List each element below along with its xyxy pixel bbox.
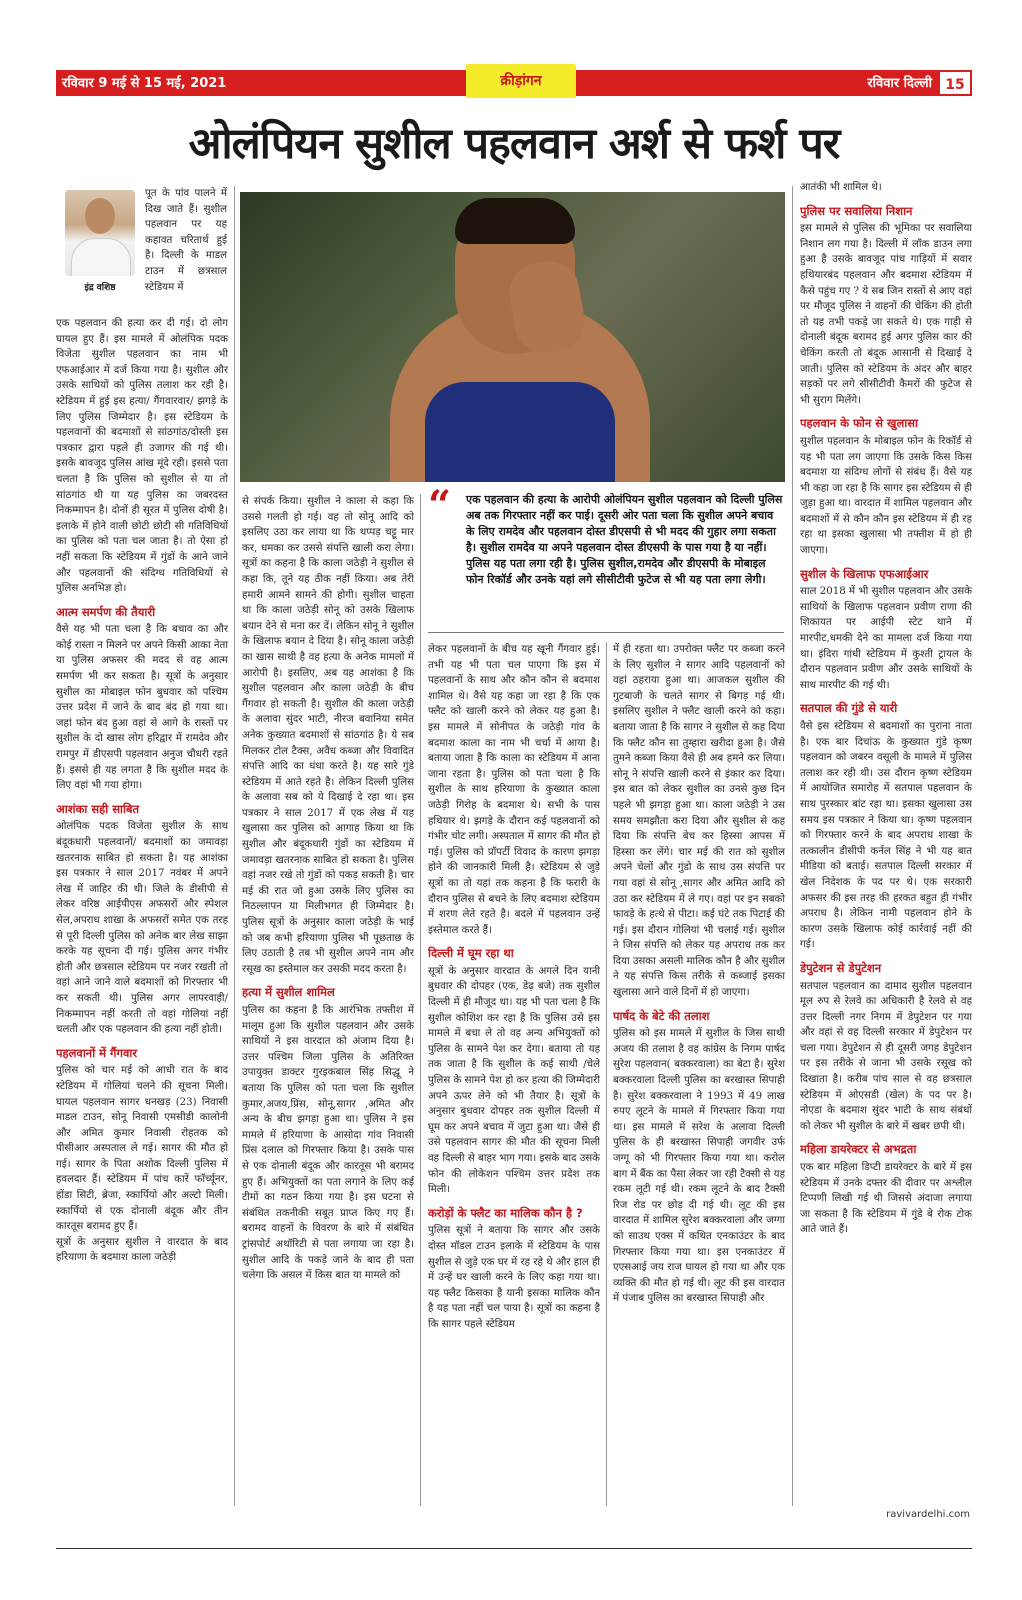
subheading: पहलवान के फोन से खुलासा bbox=[800, 416, 918, 431]
column-4 bbox=[613, 642, 785, 1506]
paragraph: सूत्रों के अनुसार वारदात के अगले दिन यानी बुधवार की दोपहर (एक, डेढ़ बजे) तक सुशील दिल्ली में ही मौजूद था। यह भी पता चला है कि सुशील कोशिश कर रहा है कि पुलिस उसे इस मामले में बचा ले तो वह अन्य अभियुक्तों को पुलिस के सामने पेश कर देगा। बताया तो यह तक जाता है कि सुशील के कई साथी /चेले पुलिस के सामने पेश हो कर हत्या की जिम्मेदारी अपने ऊपर लेने को भी तैयार है। सूत्रों के अनुसार बुधवार दोपहर तक सुशील दिल्ली में घूम कर अपने बचाव में जुटा हुआ था। जैसे ही उसे पहलवान सागर की मौत की सूचना मिली वह दिल्ली से बाहर भाग गया। इसके बाद उसके फोन की लोकेशन पश्चिम उत्तर प्रदेश तक मिली। bbox=[428, 965, 600, 1196]
sushil-photo bbox=[240, 192, 785, 482]
column-1 bbox=[56, 316, 228, 1506]
paragraph: साल 2018 में भी सुशील पहलवान और उसके साथियों के खिलाफ पहलवान प्रवीण राणा की शिकायत पर आईपी स्टेट थाने में मारपीट,धमकी देने का मामला दर्ज किया गया था। इंदिरा गांधी स्टेडियम में कुश्ती ट्रायल के दौरान पहलवान प्रवीण और उसके साथियों के साथ मारपीट की गई थी। bbox=[800, 586, 972, 691]
subheading: डेपुटेशन से डेपुटेशन bbox=[800, 960, 882, 975]
subheading: आशंका सही साबित bbox=[56, 801, 140, 816]
paragraph: लेकर पहलवानों के बीच यह खूनी गैंगवार हुई। तभी यह भी पता चल पाएगा कि इस में पहलवानों के साथ और कौन कौन से बदमाश शामिल थे। वैसे यह कहा जा रहा है कि एक फ्लैट को खाली करने को लेकर यह हुआ है। इस मामले में सोनीपत के जठेड़ी गांव के बदमाश काला का नाम भी चर्चा में आया है। बताया जाता है कि काला का स्टेडियम में आना जाना रहता है। पुलिस को पता चला है कि सुशील के साथ हरियाणा के कुख्यात काला जठेड़ी गिरोह के बदमाश थे। सभी के पास हथियार थे। झगड़े के दौरान कई पहलवानों को गंभीर चोट लगी। अस्पताल में सागर की मौत हो गई। पुलिस को प्रॉपर्टी विवाद के कारण झगड़ा होने की जानकारी मिली है। स्टेडियम से जुड़े सूत्रों का तो यहां तक कहना है कि फरारी के दौरान पुलिस से बचने के लिए बदमाश स्टेडियम में शरण लेते रहते है। बदले में पहलवान उन्हें इस्तेमाल करते हैं। bbox=[428, 644, 600, 936]
column-5 bbox=[800, 180, 972, 1506]
paragraph: एक पहलवान की हत्या कर दी गई। दो लोग घायल हुए हैं। इस मामले में ओलंपिक पदक विजेता सुशील पहलवान का नाम भी एफआईआर में दर्ज किया गया है। सुशील और उसके साथियों को पुलिस तलाश कर रही है। स्टेडियम में हुई इस हत्या/ गैंगवारवार/ झगड़े के लिए पुलिस जिम्मेदार है। इस स्टेडियम के पहलवानों की बदमाशों से सांठगांठ/दोस्ती इस पत्रकार द्वारा पहले ही उजागर की गई थी। इसके बावजूद पुलिस आंख मूंदे रही। इससे पता चलता है कि पुलिस को सुशील से या तो सांठगांठ थी या यह पुलिस का जबरदस्त निकम्मापन है। दोनों ही सूरत में पुलिस दोषी है। इलाके में होने वाली छोटी छोटी सी गतिविधियों का पुलिस को पता चल जाता है। तो ऐसा हो नहीं सकता कि स्टेडियम में गुंडों के आने जाने और पहलवानों की संदिग्ध गतिविधियों से पुलिस अनभिज्ञ हो। bbox=[56, 318, 228, 595]
pull-quote-text: एक पहलवान की हत्या के आरोपी ओलंपियन सुशील पहलवान को दिल्ली पुलिस अब तक गिरफ्तार नहीं कर पाई। दूसरी ओर पता चला कि सुशील अपने बचाव के लिए रामदेव और पहलवान दोस्त डीएसपी से भी मदद की गुहार लगा सकता है। सुशील रामदेव या अपने पहलवान दोस्त डीएसपी के पास गया है या नहीं। पुलिस यह पता लगा रही है। पुलिस सुशील,रामदेव और डीएसपी के मोबाइल फोन रिकॉर्ड और उनके यहां लगे सीसीटीवी फुटेज से भी यह पता लगा लेगी। bbox=[466, 493, 783, 586]
paper-name: रविवार दिल्ली bbox=[867, 76, 932, 91]
subheading: पुलिस पर सवालिया निशान bbox=[800, 203, 913, 218]
paragraph: पुलिस को चार मई को आधी रात के बाद स्टेडियम में गोलियां चलने की सूचना मिली। घायल पहलवान सागर धनखड़ (23) निवासी माडल टाउन, सोनू निवासी एमसीडी कालोनी और अमित कुमार निवासी रोहतक को पीसीआर अस्पताल ले गई। सागर की मौत हो गई। सागर के पिता अशोक दिल्ली पुलिस में हवलदार हैं। स्टेडियम में पांच कारें फॉर्च्यूनर, होंडा सिटी, ब्रेजा, स्कार्पियो और अल्टो मिली। स्कार्पियो से एक दोनाली बंदूक और तीन कारतूस बरामद हुए हैं। bbox=[56, 1065, 228, 1233]
quote-mark-icon: “ bbox=[428, 482, 452, 529]
author-photo bbox=[65, 190, 135, 276]
paragraph: आतंकी भी शामिल थे। bbox=[800, 182, 882, 193]
column-2 bbox=[242, 494, 414, 1506]
subheading: पहलवानों में गैंगवार bbox=[56, 1045, 138, 1060]
paragraph: एक बार महिला डिप्टी डायरेक्टर के बारे में इस स्टेडियम में उनके दफ्तर की दीवार पर अश्लील टिप्पणी लिखी गई थी जिससे अंदाजा लगाया जा सकता है कि स्टेडियम में गुंडे बे रोक टोक आते जाते हैं। bbox=[800, 1162, 972, 1236]
subheading: सुशील के खिलाफ एफआईआर bbox=[800, 566, 929, 581]
section-tag: क्रीड़ांगन bbox=[466, 64, 576, 98]
paragraph: सतपाल पहलवान का दामाद सुशील पहलवान मूल रुप से रेलवे का अधिकारी है रेलवे से वह उत्तर दिल्ली नगर निगम में डेपुटेशन पर गया और वहां से वह दिल्ली सरकार में डेपुटेशन पर चला गया। डेपुटेशन से ही दूसरी जगह डेपुटेशन पर इस तरीके से जाना भी उसके रसूख को दिखाता है। करीब पांच साल से वह छत्रसाल स्टेडियम में ओएसडी (खेल) के पद पर है। नोएडा के बदमाश सुंदर भाटी के साथ संबंधों को लेकर भी सुशील के बारे में खबर छपी थी। bbox=[800, 980, 972, 1132]
pull-quote bbox=[428, 482, 784, 588]
subheading: करोड़ों के फ्लैट का मालिक कौन है ? bbox=[428, 1205, 583, 1220]
column-rule bbox=[792, 186, 793, 1506]
column-rule bbox=[234, 186, 235, 1506]
paragraph: पुलिस सूत्रों ने बताया कि सागर और उसके दोस्त मॉडल टाउन इलाके में स्टेडियम के पास सुशील से जुड़े एक घर में रह रहे थे और हाल ही में उन्हें घर खाली करने के लिए कहा गया था। यह फ्लैट किसका है यानी इसका मालिक कौन है यह पता नहीं चल पाया है। सूत्रों का कहना है कि सागर पहले स्टेडियम bbox=[428, 1225, 600, 1330]
paragraph: पुलिस को इस मामले में सुशील के जिस साथी अजय की तलाश है वह कांग्रेस के निगम पार्षद सुरेश पहलवान( बक्करवाला) का बेटा है। सुरेश बक्करवाला दिल्ली पुलिस का बरखास्त सिपाही है। सुरेश बक्करवाला ने 1993 में 49 लाख रुपए लूटने के मामले में गिरफ्तार किया गया था। इस मामले में सरेश के अलावा दिल्ली पुलिस के ही बरखास्त सिपाही जगवीर उर्फ जग्गू को भी गिरफ्तार किया गया था। करोल बाग में बैंक का पैसा लेकर जा रही टैक्सी से यह रकम लूटी गई थी। रकम लूटने के बाद टैक्सी रिज रोड पर छोड़ दी गई थी। लूट की इस वारदात में शामिल सुरेश बक्करवाला और जग्गा को साउथ एक्स में कथित एनकाउंटर के बाद गिरफ्तार किया गया था। इस एनकाउंटर में एएसआई जय राज घायल हो गया था और एक व्यक्ति की मौत हो गई थी। लूट की इस वारदात में पंजाब पुलिस का बरखास्त सिपाही और bbox=[613, 1028, 785, 1305]
paragraph: इस मामले से पुलिस की भूमिका पर सवालिया निशान लग गया है। दिल्ली में लॉक डाउन लगा हुआ है उसके बावजूद पांच गाड़ियों में सवार हथियारबंद पहलवान और बदमाश स्टेडियम में कैसे पहुंच गए ? ये सब जिन रास्तों से आए वहां पर मौजूद पुलिस ने वाहनों की चेकिंग की होती तो यह तभी पकड़े जा सकते थे। एक गाड़ी से दोनाली बंदूक बरामद हुई अगर पुलिस कार की चेकिंग करती तो बंदूक आसानी से दिखाई दे जाती। पुलिस को स्टेडियम के अंदर और बाहर सड़कों पर लगे सीसीटीवी कैमरों की फुटेज से भी सुराग मिलेंगे। bbox=[800, 223, 972, 406]
paragraph: पुलिस का कहना है कि आरंभिक तफ्तीश में मालूम हुआ कि सुशील पहलवान और उसके साथियों ने इस वारदात को अंजाम दिया है। उत्तर पश्चिम जिला पुलिस के अतिरिक्त उपायुक्त डाक्टर गुरइकबाल सिंह सिद्धू ने बताया कि पुलिस को पता चला कि सुशील कुमार,अजय,प्रिंस, सोनू,सागर ,अमित और अन्य के बीच झगड़ा हुआ था। पुलिस ने इस मामले में हरियाणा के आसोदा गांव निवासी प्रिंस दलाल को गिरफ्तार किया है। उसके पास से एक दोनाली बंदूक और कारतूस भी बरामद हुए हैं। अभियुक्तों का पता लगाने के लिए कई टीमों का गठन किया गया है। इस घटना से संबंधित तकनीकी सबूत प्राप्त किए गए हैं। बरामद वाहनों के विवरण के बारे में संबंधित ट्रांसपोर्ट अथॉरिटी से पता लगाया जा रहा है। सुशील आदि के पकड़े जाने के बाद ही पता चलेगा कि असल में किस बात या मामले को bbox=[242, 1005, 414, 1282]
paragraph: पूत के पांव पालने में दिख जाते हैं। सुशील पहलवान पर यह कहावत चरितार्थ हुई है। दिल्ली के माडल टाउन में छत्रसाल स्टेडियम में bbox=[145, 188, 227, 293]
bottom-rule bbox=[56, 1548, 972, 1549]
photo-hair bbox=[455, 198, 575, 244]
subheading: पार्षद के बेटे की तलाश bbox=[613, 1008, 710, 1023]
issue-date: रविवार 9 मई से 15 मई, 2021 bbox=[62, 76, 227, 91]
pull-quote-rule bbox=[428, 632, 784, 633]
subheading: सतपाल की गुंडे से यारी bbox=[800, 701, 898, 716]
subheading: आत्म समर्पण की तैयारी bbox=[56, 604, 156, 619]
headline: ओलंपियन सुशील पहलवान अर्श से फर्श पर bbox=[188, 119, 840, 169]
paragraph: वैसे यह भी पता चला है कि बचाव का और कोई रास्ता न मिलने पर अपने किसी आका नेता या पुलिस अफसर की मदद से वह आत्म समर्पण भी कर सकता है। सूत्रों के अनुसार सुशील का मोबाइल फोन बुधवार को पश्चिम उत्तर प्रदेश में जाने के बाद बंद हो गया था। जहां फोन बंद हुआ वहां से आगे के रास्तों पर सुशील के दो खास लोग हरिद्वार में रामदेव और रामपुर में डीएसपी पहलवान अनुज चौधरी रहते हैं। इससे ही यह लगता है कि सुशील मदद के लिए वहां भी गया होगा। bbox=[56, 624, 228, 792]
paragraph: से संपर्क किया। सुशील ने काला से कहा कि उससे गलती हो गई। वह तो सोनू आदि को इसलिए उठा कर लाया था कि थप्पड़ चट्टू मार कर, धमका कर उससे संपत्ति खाली करा लेगा। सूत्रों का कहना है कि काला जठेड़ी ने सुशील से कहा कि, तूने यह ठीक नहीं किया। अब तेरी हमारी आमने सामने की होगी। सुशील चाहता था कि काला जठेड़ी सोनू को उसके खिलाफ बयान देने से मना कर दें। लेकिन सोनू ने सुशील के खिलाफ बयान दे दिया है। सोनू काला जठेड़ी का खास साथी है वह हत्या के अनेक मामलों में आरोपी है। इसलिए, अब यह आशंका है कि सुशील पहलवान और काला जठेड़ी के बीच गैंगवार हो सकती है। सुशील की काला जठेड़ी के अलावा सुंदर भाटी, नीरज बवानिया समेत अनेक कुख्यात बदमाशों से सांठगांठ है। ये सब मिलकर टोल टैक्स, अवैध कब्जा और विवादित संपत्ति आदि का धंधा करते है। यह सारे गुंडे स्टेडियम में आते रहते है। लेकिन दिल्ली पुलिस के अलावा सब को ये दिखाई दे रहा था। इस पत्रकार ने साल 2017 में एक लेख में यह खुलासा कर पुलिस को आगाह किया था कि सुशील और बंदूकधारी गुंडों का स्टेडियम में जमावड़ा खतरनाक साबित हो सकता है। पुलिस वहां नजर रखे तो गुंडों को पकड़ सकती है। चार मई की रात जो हुआ उसके लिए पुलिस का निठल्लापन या मिलीभगत ही जिम्मेदार है। पुलिस सूत्रों के अनुसार काला जठेड़ी के भाई को जब कभी हरियाणा पुलिस भी पूछताछ के लिए उठाती है तब भी सुशील अपने नाम और रसूख का इस्तेमाल कर उसकी मदद करता है। bbox=[242, 496, 414, 975]
subheading: हत्या में सुशील शामिल bbox=[242, 985, 335, 1000]
subheading: दिल्ली में घूम रहा था bbox=[428, 946, 514, 961]
paragraph: में ही रहता था। उपरोक्त फ्लैट पर कब्जा करने के लिए सुशील ने सागर आदि पहलवानों को वहां ठहराया हुआ था। आजकल सुशील की गुटबाजी के चलते सागर से बिगड़ गई थी। इसलिए सुशील ने फ्लैट खाली करने को कहा। बताया जाता है कि सागर ने सुशील से कह दिया कि फ्लैट कौन सा तुम्हारा खरीदा हुआ है। जैसे तुमने कब्जा किया वैसे ही अब हमने कर लिया। सोनू ने संपत्ति खाली करने से इंकार कर दिया। इस बात को लेकर सुशील का उनसे कुछ दिन पहले भी झगड़ा हुआ था। काला जठेड़ी ने उस समय समझौता करा दिया और सुशील से कह दिया कि संपत्ति बेच कर हिस्सा आपस में हिस्सा कर लेंगे। चार मई की रात को सुशील अपने चेलों और गुंडो के साथ उस संपत्ति पर गया वहां से सोनू ,सागर और अमित आदि को उठा कर स्टेडियम में ले गए। वहां पर इन सबको फावड़े के हत्थे से पीटा। कई घंटे तक पिटाई की गई। इस दौरान गोलियां भी चलाई गई। सुशील ने जिस संपत्ति को लेकर यह अपराध तक कर दिया उसका असली मालिक कौन है और सुशील ने यह संपत्ति किस तरीके से कब्जाई इसका खुलासा आने वाले दिनों में हो जाएगा। bbox=[613, 644, 785, 999]
website-url: ravivardelhi.com bbox=[886, 1509, 970, 1520]
photo-singlet bbox=[425, 382, 615, 482]
col1-intro bbox=[145, 186, 227, 316]
paragraph: सुशील पहलवान के मोबाइल फोन के रिकॉर्ड से यह भी पता लग जाएगा कि उसके किस किस बदमाश या संदिग्ध लोगों से संबंध हैं। वैसे यह भी कहा जा रहा है कि सागर इस स्टेडियम से ही जुड़ा हुआ था। वारदात में शामिल पहलवान और बदमाशों में से कौन कौन इस स्टेडियम में ही रह रहा था इसका खुलासा भी तफ्तीश में हो ही जाएगा। bbox=[800, 435, 972, 557]
column-rule bbox=[420, 494, 421, 1506]
page-number: 15 bbox=[938, 70, 972, 96]
paragraph: सूत्रों के अनुसार सुशील ने वारदात के बाद हरियाणा के बदमाश काला जठेड़ी bbox=[56, 1236, 228, 1264]
paragraph: वैसे इस स्टेडियम से बदमाशों का पुराना नाता है। एक बार दिचांऊ के कुख्यात गुंडे कृष्ण पहलवान को जबरन वसूली के मामले में पुलिस तलाश कर रही थी। उस दौरान कृष्ण स्टेडियम में आयोजित समारोह में सतपाल पहलवान के साथ पुरस्कार बांट रहा था। इसका खुलासा उस समय इस पत्रकार ने किया था। कृष्ण पहलवान को गिरफ्तार करने के बाद अपराध शाखा के तत्कालीन डीसीपी कर्नल सिंह ने भी यह बात मीडिया को बताई। सतपाल दिल्ली सरकार में खेल निदेशक के पद पर थे। एक सरकारी अफसर की इस तरह की हरकत बहुत ही गंभीर अपराध है। लेकिन नामी पहलवान होने के कारण उसके खिलाफ कोई कार्रवाई नहीं की गई। bbox=[800, 721, 972, 951]
column-rule bbox=[606, 642, 607, 1506]
column-3 bbox=[428, 642, 600, 1506]
paragraph: ओलंपिक पदक विजेता सुशील के साथ बंदूकधारी पहलवानों/ बदमाशों का जमावड़ा खतरनाक साबित हो सकता है। यह आशंका इस पत्रकार ने साल 2017 नवंबर में अपने लेख में जाहिर की थी। जिले के डीसीपी से लेकर वरिष्ठ आईपीएस अफसरों और स्पेशल सेल,अपराध शाखा के अफसरों समेत एक तरह से पूरी दिल्ली पुलिस को अनेक बार लेख साझा करके यह सूचना दी गई। पुलिस अगर गंभीर होती और छत्रसाल स्टेडियम पर नजर रखती तो वहां आने जाने वाले बदमाशों को गिरफ्तार भी कर सकती थी। पुलिस अगर लापरवाही/निकम्मापन नहीं करती तो वहां गोलियां नहीं चलती और एक पहलवान की हत्या नहीं होती। bbox=[56, 821, 228, 1036]
subheading: महिला डायरेक्टर से अभद्रता bbox=[800, 1142, 917, 1157]
author-name: इंद्र वशिष्ठ bbox=[84, 283, 116, 293]
author-byline bbox=[60, 190, 140, 300]
